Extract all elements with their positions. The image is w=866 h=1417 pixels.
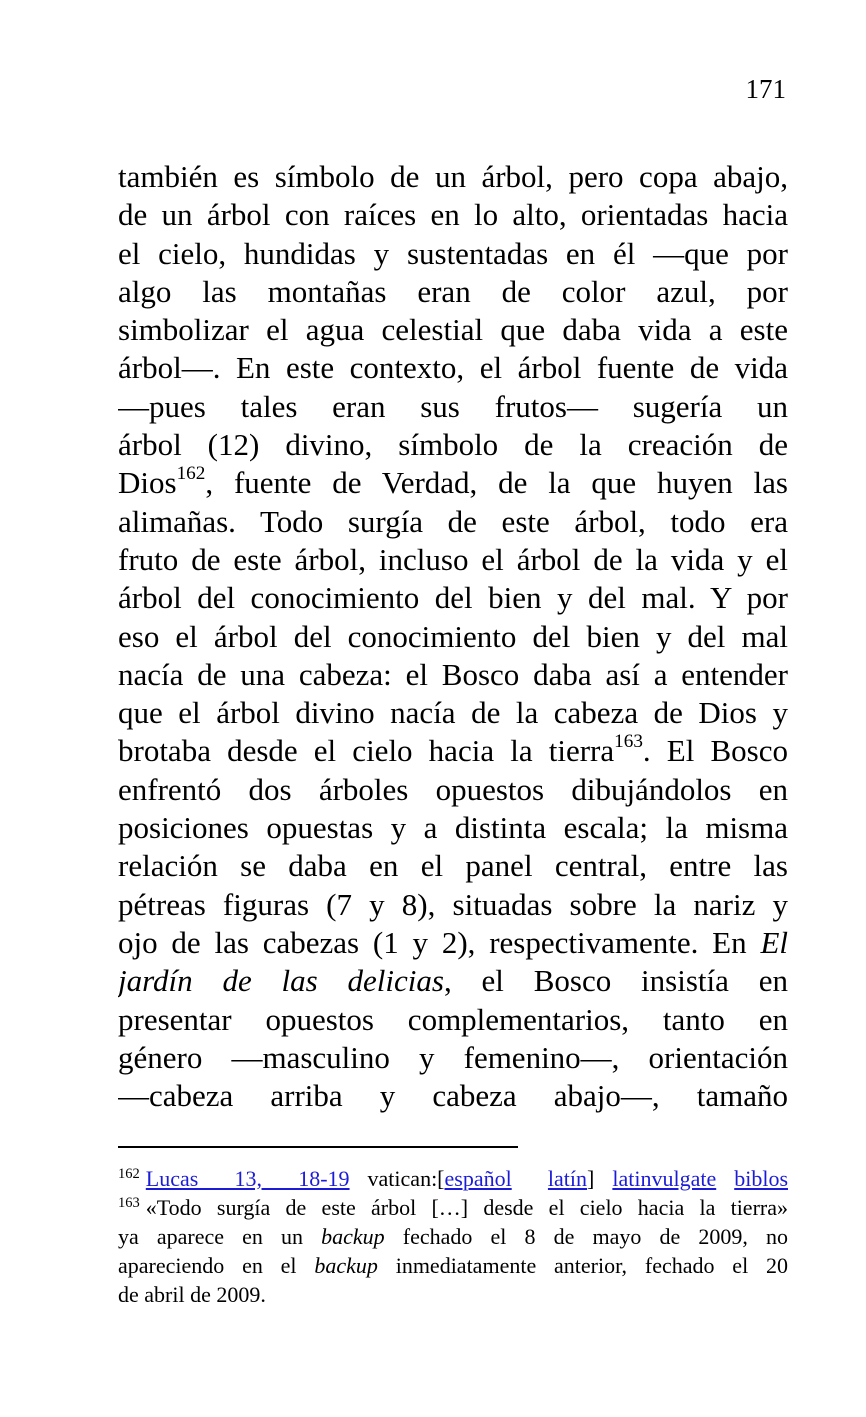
- italic-title-fragment: El: [760, 924, 788, 960]
- italic-title: jardín de las delicias: [118, 963, 444, 999]
- text-fragment: Dios: [118, 465, 177, 501]
- text-line: algo las montañas eran de color azul, por: [118, 273, 788, 309]
- text-line: género —masculino y femenino—, orientación: [118, 1039, 788, 1075]
- text-line: posiciones opuestas y a distinta escala; la misma: [118, 810, 788, 846]
- text-line: árbol—. En este contexto, el árbol fuente de vida: [118, 350, 788, 386]
- footnote-ref-163[interactable]: 163: [614, 732, 643, 753]
- footnote-text-line: de abril de 2009.: [118, 1282, 266, 1307]
- page-number: 171: [745, 74, 786, 104]
- text-line: también es símbolo de un árbol, pero copa abajo,: [118, 159, 788, 194]
- italic-word: backup: [314, 1253, 378, 1278]
- text-line: el cielo, hundidas y sustentadas en él —que por: [118, 235, 788, 271]
- link-latinvulgate[interactable]: latinvulgate: [612, 1166, 717, 1191]
- text-fragment: . El Bosco: [642, 733, 788, 769]
- main-text: [118, 158, 788, 1115]
- text-fragment: fechado el 8 de mayo de 2009, no: [384, 1224, 788, 1249]
- vatican-label: vatican:[: [367, 1166, 445, 1191]
- footnote-163: [118, 1193, 788, 1222]
- text-line: [118, 962, 788, 1000]
- text-line: árbol (12) divino, símbolo de la creación de: [118, 427, 788, 463]
- text-line: pétreas figuras (7 y 8), situadas sobre la nariz y: [118, 886, 788, 922]
- link-espanol[interactable]: español: [444, 1166, 512, 1191]
- text-line: fruto de este árbol, incluso el árbol de la vida y el: [118, 541, 788, 577]
- text-fragment: apareciendo en el: [118, 1253, 315, 1278]
- text-line: eso el árbol del conocimiento del bien y del mal: [118, 618, 788, 654]
- footnote-text-line: [118, 1251, 788, 1280]
- text-line: árbol del conocimiento del bien y del mal. Y por: [118, 580, 788, 616]
- link-latin[interactable]: latín: [547, 1166, 588, 1191]
- text-line: presentar opuestos complementarios, tanto en: [118, 1001, 788, 1037]
- text-fragment: inmediatamente anterior, fechado el 20: [377, 1253, 788, 1278]
- bracket-close: ]: [587, 1166, 595, 1191]
- text-line: relación se daba en el panel central, entre las: [118, 848, 788, 884]
- footnote-number: 162: [118, 1166, 140, 1183]
- text-line: —cabeza arriba y cabeza abajo—, tamaño: [118, 1078, 788, 1114]
- text-fragment: ya aparece en un: [118, 1224, 322, 1249]
- text-line: enfrentó dos árboles opuestos dibujándolos en: [118, 771, 788, 807]
- text-line: nacía de una cabeza: el Bosco daba así a entender: [118, 656, 788, 692]
- link-lucas[interactable]: Lucas 13, 18-19: [145, 1166, 350, 1191]
- footnote-text-line: [118, 1222, 788, 1251]
- italic-word: backup: [321, 1224, 385, 1249]
- footnotes: [118, 1164, 788, 1309]
- text-fragment: ojo de las cabezas (1 y 2), respectivamente. En: [118, 924, 747, 960]
- text-line: que el árbol divino nacía de la cabeza de Dios y: [118, 695, 788, 731]
- footnote-ref-162[interactable]: 162: [176, 464, 206, 484]
- footnote-162: [118, 1164, 788, 1193]
- text-line: [118, 732, 788, 770]
- footnote-text: «Todo surgía de este árbol […] desde el cielo hacia la tierra»: [145, 1195, 788, 1220]
- footnote-number: 163: [118, 1195, 140, 1212]
- text-line: simbolizar el agua celestial que daba vida a este: [118, 312, 788, 348]
- text-line: [118, 464, 788, 502]
- text-line: —pues tales eran sus frutos— sugería un: [118, 388, 788, 424]
- text-fragment: , fuente de Verdad, de la que huyen las: [205, 465, 788, 501]
- link-biblos[interactable]: biblos: [734, 1166, 788, 1191]
- text-line: alimañas. Todo surgía de este árbol, todo era: [118, 503, 788, 539]
- text-fragment: brotaba desde el cielo hacia la tierra: [118, 733, 615, 769]
- footnote-separator: [118, 1146, 518, 1148]
- text-line: [118, 924, 788, 962]
- text-line: de un árbol con raíces en lo alto, orientadas hacia: [118, 197, 788, 233]
- text-fragment: , el Bosco insistía en: [443, 963, 788, 999]
